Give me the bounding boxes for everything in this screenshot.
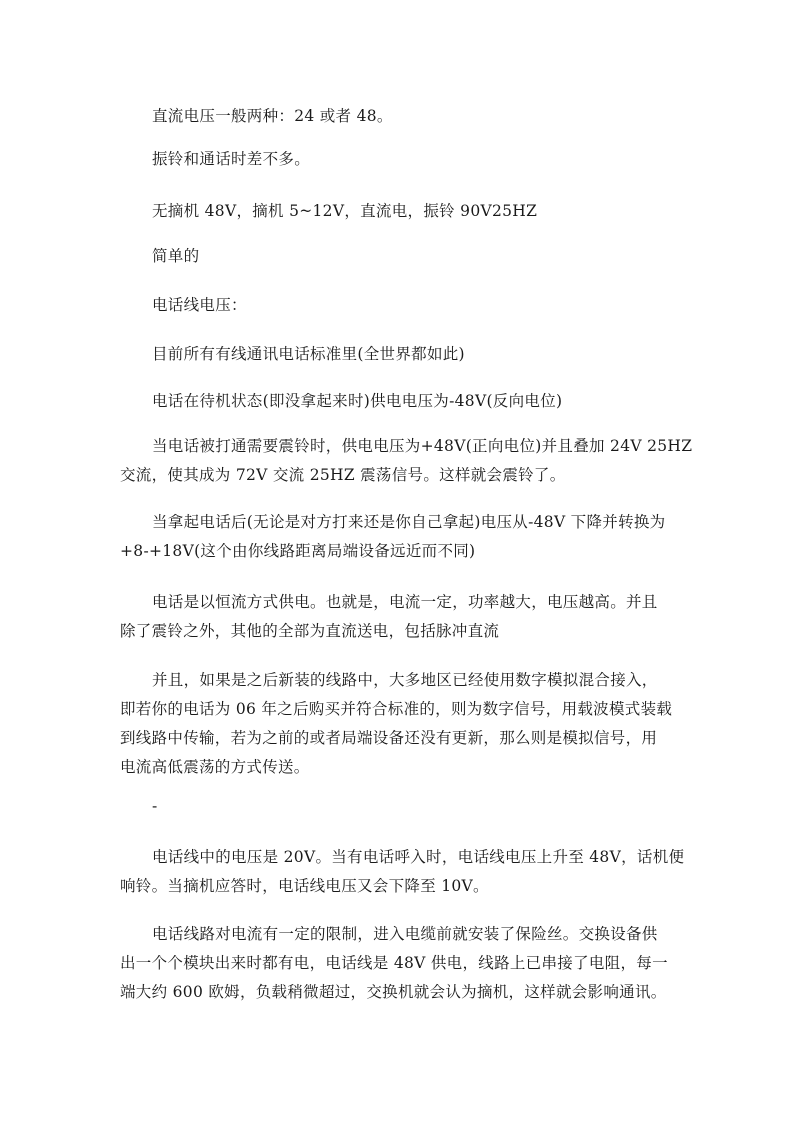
text-line: 响铃。当摘机应答时，电话线电压又会下降至 10V。 xyxy=(120,877,489,895)
text-line: 当拿起电话后(无论是对方打来还是你自己拿起)电压从-48V 下降并转换为 xyxy=(152,513,666,531)
paragraph-standby-voltage xyxy=(152,387,712,416)
text-line: 无摘机 48V，摘机 5~12V，直流电，振铃 90V25HZ xyxy=(152,202,538,220)
text-line: 电流高低震荡的方式传送。 xyxy=(120,758,310,776)
text-line: 即若你的电话为 06 年之后购买并符合标准的，则为数字信号，用载波模式装载 xyxy=(120,700,673,718)
paragraph-20v-line xyxy=(120,843,685,901)
paragraph-dc-voltage-types xyxy=(152,102,712,131)
text-line: 振铃和通话时差不多。 xyxy=(152,150,311,168)
text-line: 除了震铃之外，其他的全部为直流送电，包括脉冲直流 xyxy=(120,622,500,640)
paragraph-ringing-voltage xyxy=(120,432,693,490)
text-line: 直流电压一般两种：24 或者 48。 xyxy=(152,107,393,125)
text-line: 端大约 600 欧姆，负载稍微超过，交换机就会认为摘机，这样就会影响通讯。 xyxy=(120,983,667,1001)
paragraph-standard xyxy=(152,340,712,369)
text-line: 电话线电压： xyxy=(152,296,247,314)
paragraph-offhook-drop xyxy=(120,508,680,566)
paragraph-separator-dash xyxy=(152,792,712,821)
paragraph-constant-current xyxy=(120,588,680,646)
text-line: 到线路中传输，若为之前的或者局端设备还没有更新，那么则是模拟信号，用 xyxy=(120,729,658,747)
text-line: 电话线中的电压是 20V。当有电话呼入时，电话线电压上升至 48V，话机便 xyxy=(152,848,685,866)
paragraph-current-limit xyxy=(120,920,680,1007)
paragraph-simple xyxy=(152,242,712,271)
text-line: +8-+18V(这个由你线路距离局端设备远近而不同) xyxy=(120,542,476,560)
text-line: 电话是以恒流方式供电。也就是，电流一定，功率越大，电压越高。并且 xyxy=(152,593,658,611)
paragraph-ringing-similar xyxy=(152,145,712,174)
paragraph-digital-analog xyxy=(120,666,680,782)
text-line: - xyxy=(152,797,158,815)
paragraph-line-voltage-heading xyxy=(152,291,712,320)
text-line: 当电话被打通需要震铃时，供电电压为+48V(正向电位)并且叠加 24V 25HZ xyxy=(152,437,693,455)
text-line: 交流，使其成为 72V 交流 25HZ 震荡信号。这样就会震铃了。 xyxy=(120,466,566,484)
text-line: 电话在待机状态(即没拿起来时)供电电压为-48V(反向电位) xyxy=(152,392,563,410)
text-line: 目前所有有线通讯电话标准里(全世界都如此) xyxy=(152,345,465,363)
text-line: 并且，如果是之后新装的线路中，大多地区已经使用数字模拟混合接入， xyxy=(152,671,658,689)
text-line: 出一个个模块出来时都有电，电话线是 48V 供电，线路上已串接了电阻，每一 xyxy=(120,954,668,972)
text-line: 简单的 xyxy=(152,247,200,265)
text-line: 电话线路对电流有一定的限制，进入电缆前就安装了保险丝。交换设备供 xyxy=(152,925,658,943)
paragraph-offhook-values xyxy=(152,197,712,226)
